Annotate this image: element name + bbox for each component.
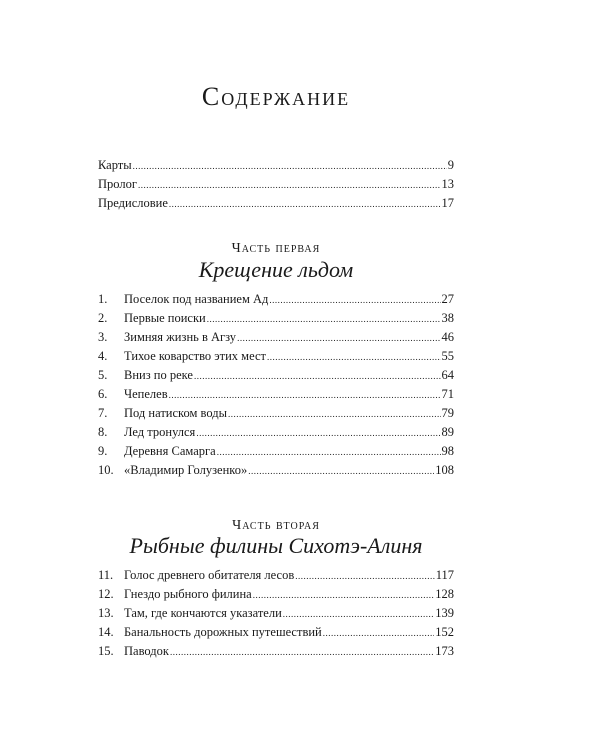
toc-entry-page: 17 — [441, 196, 454, 210]
toc-chapter-13[interactable] — [98, 604, 454, 623]
leader-dots — [267, 347, 441, 367]
chapter-page: 152 — [435, 625, 454, 639]
chapter-number: 11. — [98, 568, 114, 582]
chapter-title: Банальность дорожных путешествий — [124, 625, 322, 639]
toc-chapter-7[interactable] — [98, 404, 454, 423]
chapter-page: 79 — [441, 406, 454, 420]
leader-dots — [169, 385, 441, 405]
toc-chapter-2[interactable] — [98, 309, 454, 328]
toc-chapter-11[interactable] — [98, 566, 454, 585]
toc-entry-page: 9 — [447, 158, 454, 172]
toc-entry-label: Карты — [98, 158, 132, 172]
leader-dots — [217, 442, 441, 462]
chapter-number: 14. — [98, 625, 114, 639]
chapter-number: 2. — [98, 311, 108, 325]
leader-dots — [228, 404, 441, 424]
chapter-title: «Владимир Голузенко» — [124, 463, 248, 477]
part-two-chapter-list — [98, 566, 454, 661]
chapter-number: 7. — [98, 406, 108, 420]
toc-entry-page: 13 — [441, 177, 454, 191]
chapter-title: Первые поиски — [124, 311, 206, 325]
leader-dots — [194, 366, 441, 386]
chapter-title: Зимняя жизнь в Агзу — [124, 330, 237, 344]
leader-dots — [237, 328, 440, 348]
chapter-title: Тихое коварство этих мест — [124, 349, 266, 363]
page-title: Содержание — [201, 82, 351, 111]
toc-chapter-12[interactable] — [98, 585, 454, 604]
toc-entry-maps[interactable] — [98, 156, 454, 175]
chapter-page: 55 — [441, 349, 454, 363]
chapter-page: 89 — [441, 425, 454, 439]
chapter-number: 9. — [98, 444, 108, 458]
chapter-number: 4. — [98, 349, 108, 363]
part-one-title: Крещение льдом — [198, 257, 354, 282]
leader-dots — [207, 309, 441, 329]
chapter-title: Под натиском воды — [124, 406, 227, 420]
leader-dots — [295, 566, 434, 586]
chapter-page: 64 — [441, 368, 454, 382]
toc-chapter-5[interactable] — [98, 366, 454, 385]
chapter-number: 10. — [98, 463, 114, 477]
chapter-number: 5. — [98, 368, 108, 382]
leader-dots — [323, 623, 435, 643]
leader-dots — [169, 194, 441, 214]
chapter-title: Там, где кончаются указатели — [124, 606, 282, 620]
leader-dots — [133, 156, 447, 176]
toc-chapter-9[interactable] — [98, 442, 454, 461]
chapter-number: 3. — [98, 330, 108, 344]
leader-dots — [138, 175, 441, 195]
chapter-number: 15. — [98, 644, 114, 658]
toc-chapter-15[interactable] — [98, 642, 454, 661]
toc-chapter-14[interactable] — [98, 623, 454, 642]
toc-chapter-4[interactable] — [98, 347, 454, 366]
part-two-label: Часть вторая — [232, 518, 320, 533]
chapter-title: Голос древнего обитателя лесов — [124, 568, 295, 582]
chapter-page: 117 — [435, 568, 454, 582]
chapter-title: Поселок под названием Ад — [124, 292, 269, 306]
chapter-number: 12. — [98, 587, 114, 601]
chapter-title: Чепелев — [124, 387, 168, 401]
chapter-page: 98 — [441, 444, 454, 458]
part-one-chapter-list — [98, 290, 454, 480]
chapter-title: Паводок — [124, 644, 169, 658]
toc-entry-prologue[interactable] — [98, 175, 454, 194]
chapter-number: 6. — [98, 387, 108, 401]
leader-dots — [253, 585, 435, 605]
chapter-page: 128 — [435, 587, 454, 601]
toc-chapter-1[interactable] — [98, 290, 454, 309]
toc-chapter-6[interactable] — [98, 385, 454, 404]
leader-dots — [170, 642, 434, 662]
chapter-title: Гнездо рыбного филина — [124, 587, 252, 601]
toc-chapter-3[interactable] — [98, 328, 454, 347]
front-matter-list — [98, 156, 454, 213]
chapter-number: 13. — [98, 606, 114, 620]
part-one-label: Часть первая — [231, 241, 321, 256]
chapter-page: 38 — [441, 311, 454, 325]
chapter-title: Лед тронулся — [124, 425, 196, 439]
chapter-page: 71 — [441, 387, 454, 401]
chapter-page: 27 — [441, 292, 454, 306]
leader-dots — [269, 290, 440, 310]
leader-dots — [248, 461, 434, 481]
chapter-number: 8. — [98, 425, 108, 439]
chapter-title: Вниз по реке — [124, 368, 193, 382]
toc-entry-preface[interactable] — [98, 194, 454, 213]
chapter-page: 46 — [441, 330, 454, 344]
leader-dots — [283, 604, 434, 624]
toc-chapter-8[interactable] — [98, 423, 454, 442]
toc-entry-label: Предисловие — [98, 196, 168, 210]
chapter-number: 1. — [98, 292, 108, 306]
part-two-title: Рыбные филины Сихотэ-Алиня — [129, 533, 423, 558]
chapter-page: 108 — [435, 463, 454, 477]
chapter-page: 173 — [435, 644, 454, 658]
leader-dots — [196, 423, 440, 443]
toc-chapter-10[interactable] — [98, 461, 454, 480]
toc-entry-label: Пролог — [98, 177, 137, 191]
chapter-title: Деревня Самарга — [124, 444, 216, 458]
chapter-page: 139 — [435, 606, 454, 620]
